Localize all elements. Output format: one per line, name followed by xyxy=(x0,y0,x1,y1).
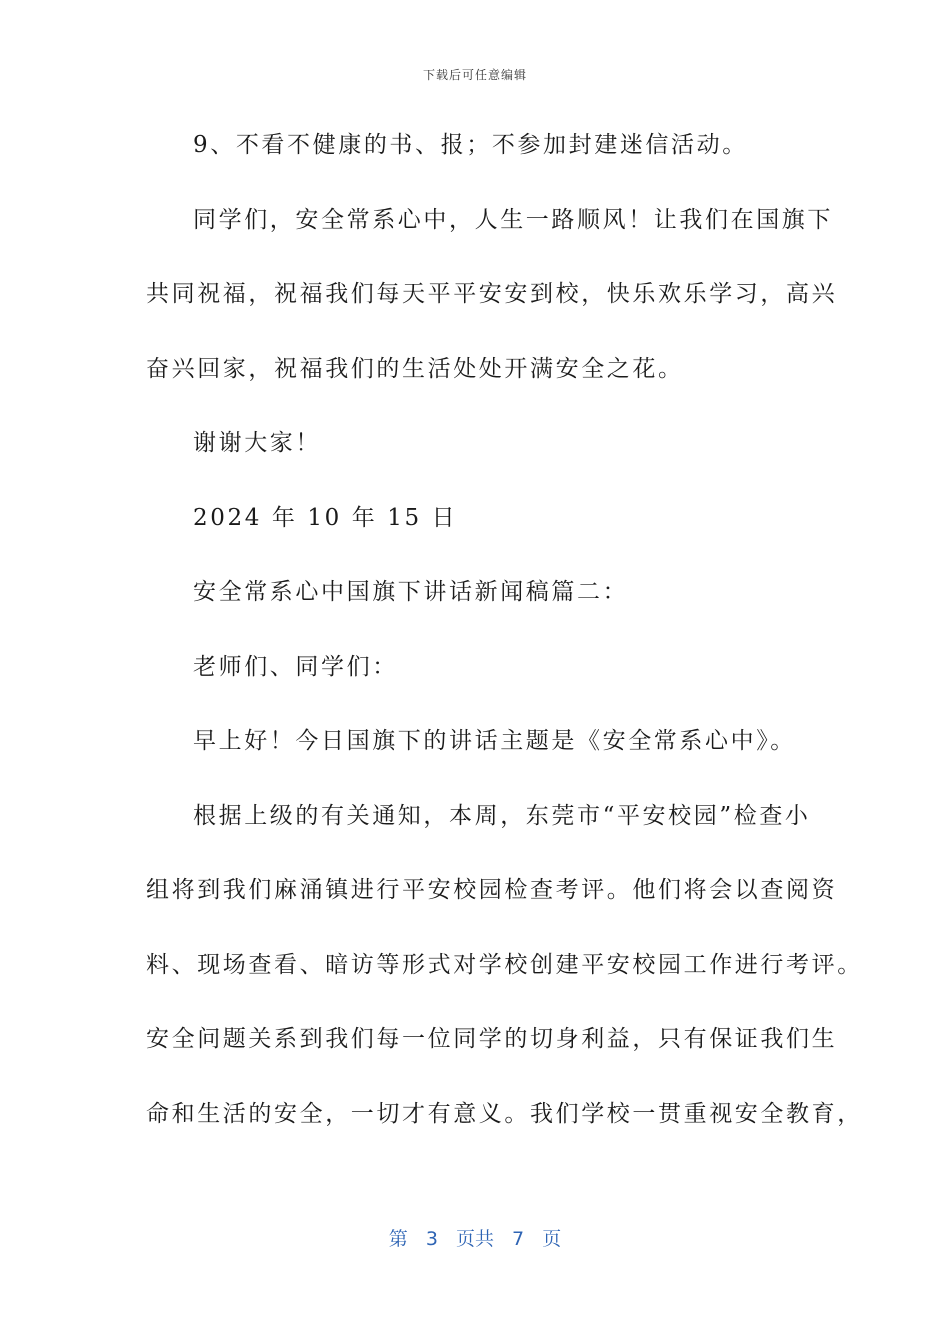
paragraph-thanks: 谢谢大家！ xyxy=(193,430,321,456)
paragraph-line: 共同祝福，祝福我们每天平平安安到校，快乐欢乐学习，高兴 xyxy=(146,281,838,307)
document-body xyxy=(146,108,863,1151)
footer-word-page: 第 xyxy=(388,1228,408,1250)
paragraph-line: 安全问题关系到我们每一位同学的切身利益，只有保证我们生 xyxy=(146,1026,838,1052)
paragraph-line: 同学们，安全常系心中，人生一路顺风！让我们在国旗下 xyxy=(193,206,833,233)
paragraph-line: 料、现场查看、暗访等形式对学校创建平安校园工作进行考评。 xyxy=(146,951,863,978)
paragraph-blessing xyxy=(146,183,838,407)
section-title: 安全常系心中国旗下讲话新闻稿篇二： xyxy=(193,579,629,605)
paragraph-date: 2024 年 10 年 15 日 xyxy=(193,504,458,531)
paragraph-line: 奋兴回家，祝福我们的生活处处开满安全之花。 xyxy=(146,355,684,382)
paragraph-greeting: 老师们、同学们： xyxy=(193,653,398,680)
paragraph-item-9: 9、不看不健康的书、报；不参加封建迷信活动。 xyxy=(193,132,748,158)
paragraph-notice xyxy=(146,779,863,1152)
header-note: 下载后可任意编辑 xyxy=(422,68,527,82)
footer-word-page-end: 页 xyxy=(542,1228,562,1250)
page-footer xyxy=(0,1224,950,1251)
paragraph-line: 组将到我们麻涌镇进行平安校园检查考评。他们将会以查阅资 xyxy=(146,877,838,903)
paragraph-good-morning: 早上好！今日国旗下的讲话主题是《安全常系心中》。 xyxy=(193,728,796,754)
footer-total-pages: 7 xyxy=(512,1228,525,1250)
footer-current-page: 3 xyxy=(425,1228,438,1250)
footer-word-page-of: 页共 xyxy=(455,1228,494,1250)
paragraph-line: 根据上级的有关通知，本周，东莞市“平安校园”检查小 xyxy=(193,802,811,829)
paragraph-line: 命和生活的安全，一切才有意义。我们学校一贯重视安全教育， xyxy=(146,1100,863,1127)
